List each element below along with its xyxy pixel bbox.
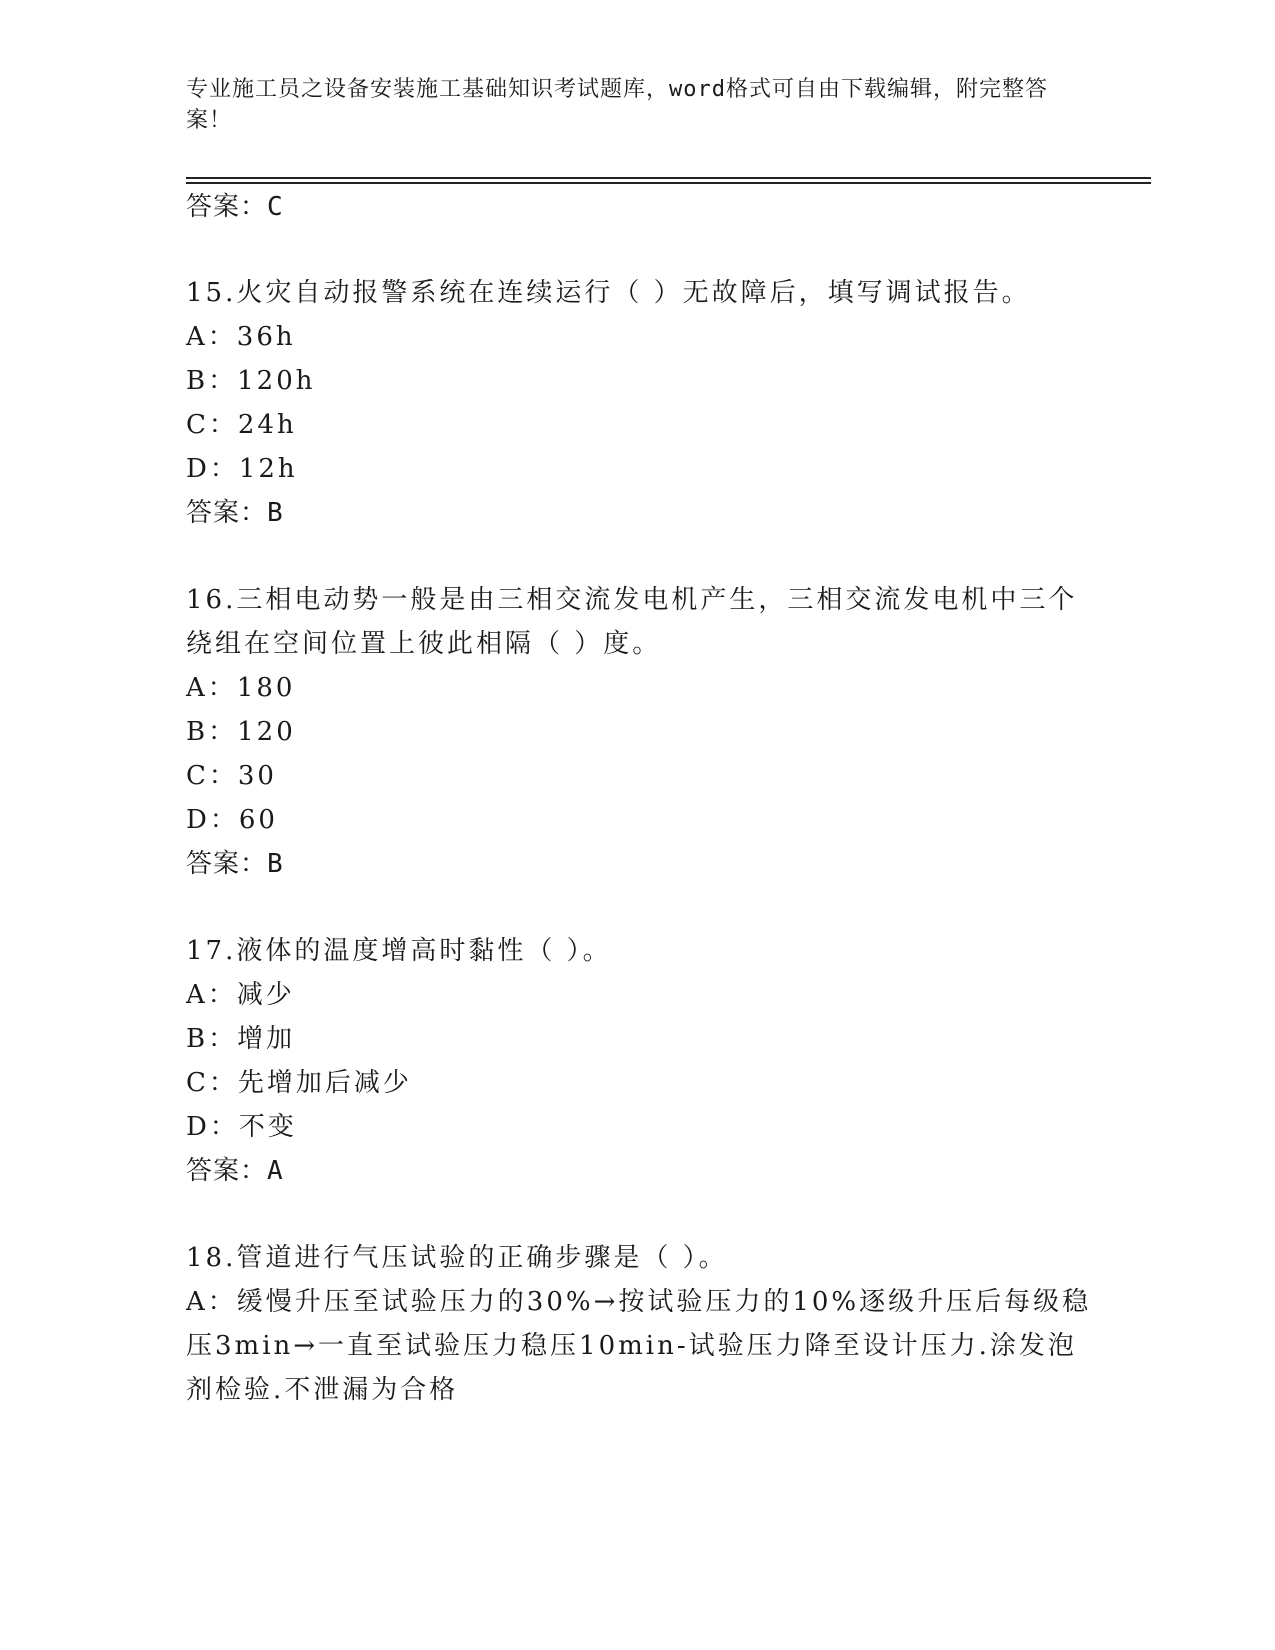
question-stem: 17.液体的温度增高时黏性（ ）。 xyxy=(186,936,612,966)
question-stem: 18.管道进行气压试验的正确步骤是（ ）。 xyxy=(186,1243,728,1273)
header-rule-bottom xyxy=(186,182,1151,184)
option-a-continued: 剂检验.不泄漏为合格 xyxy=(186,1375,459,1405)
page-header: 专业施工员之设备安装施工基础知识考试题库，word格式可自由下载编辑，附完整答案！ xyxy=(186,77,1048,133)
option-b: B：120h xyxy=(186,366,316,396)
option-d: D：不变 xyxy=(186,1112,297,1142)
question-stem-continued: 绕组在空间位置上彼此相隔（ ）度。 xyxy=(186,629,662,659)
option-d: D：12h xyxy=(186,454,298,484)
option-d: D：60 xyxy=(186,805,278,835)
option-c: C：24h xyxy=(186,410,297,440)
answer-label: 答案：C xyxy=(186,192,284,222)
option-a-continued: 压3min→一直至试验压力稳压10min-试验压力降至设计压力.涂发泡 xyxy=(186,1331,1077,1361)
question-stem: 16.三相电动势一般是由三相交流发电机产生，三相交流发电机中三个 xyxy=(186,585,1078,615)
answer-label: 答案：B xyxy=(186,849,284,879)
option-c: C：先增加后减少 xyxy=(186,1068,412,1098)
option-a: A：180 xyxy=(186,673,296,703)
option-a: A：减少 xyxy=(186,980,295,1010)
option-b: B：增加 xyxy=(186,1024,296,1054)
option-a: A：36h xyxy=(186,322,296,352)
answer-label: 答案：B xyxy=(186,498,284,528)
header-rule-top xyxy=(186,177,1151,179)
option-a: A：缓慢升压至试验压力的30%→按试验压力的10%逐级升压后每级稳 xyxy=(186,1287,1092,1317)
question-stem: 15.火灾自动报警系统在连续运行（ ）无故障后，填写调试报告。 xyxy=(186,278,1031,308)
option-b: B：120 xyxy=(186,717,296,747)
option-c: C：30 xyxy=(186,761,277,791)
answer-label: 答案：A xyxy=(186,1156,284,1186)
